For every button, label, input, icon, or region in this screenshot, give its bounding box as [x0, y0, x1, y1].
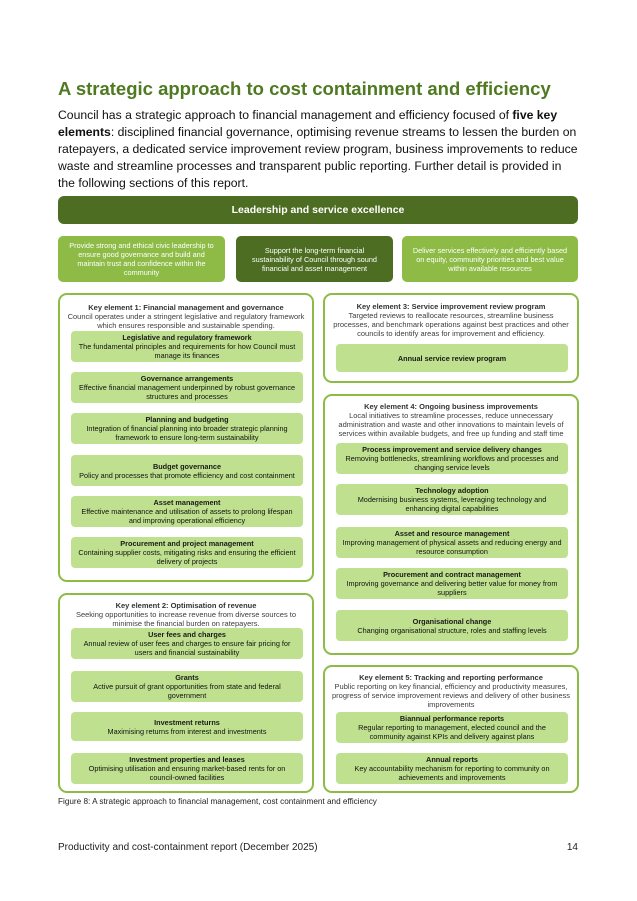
page-title: A strategic approach to cost containment and efficiency — [58, 78, 551, 99]
key-element-2-desc: Seeking opportunities to increase revenue from diverse sources to minimise the financial burden on ratepayers. — [75, 610, 297, 628]
footer-report-title: Productivity and cost-containment report (December 2025) — [58, 842, 318, 853]
intro-bold: five key elements — [58, 108, 558, 139]
intro-paragraph — [58, 107, 578, 192]
page-footer — [58, 842, 578, 853]
key-element-3-desc: Targeted reviews to reallocate resources, streamline business processes, and benchmark operations against best practices and other councils to identify areas for improvement and efficiency. — [333, 311, 569, 338]
item-procurement-contract — [336, 568, 568, 599]
key-element-1-title: Key element 1: Financial management and governance — [88, 303, 284, 312]
item-desc: Improving management of physical assets and reducing energy and resource consumption — [342, 538, 562, 556]
item-desc: Integration of financial planning into broader strategic planning framework to ensure long-term sustainability — [86, 424, 288, 442]
item-title: User fees and charges — [148, 630, 226, 639]
key-element-5-title: Key element 5: Tracking and reporting performance — [359, 673, 543, 682]
key-element-4-desc: Local initiatives to streamline processes, reduce unnecessary administration and waste and other innovations to maintain levels of services within available budgets, and free up funding and staff time — [338, 411, 564, 438]
item-asset-management — [71, 496, 303, 527]
intro-text: Council has a strategic approach to financial management and efficiency focused of — [58, 108, 513, 122]
item-title: Procurement and contract management — [383, 570, 521, 579]
item-desc: Modernising business systems, leveraging technology and enhancing digital capabilities — [357, 495, 547, 513]
item-title: Governance arrangements — [140, 374, 234, 383]
page-number: 14 — [566, 842, 578, 853]
item-title: Grants — [175, 673, 199, 682]
item-planning-budgeting — [71, 413, 303, 444]
vision-box-services: Deliver services effectively and efficiently based on equity, community priorities and best value within available resources — [402, 236, 578, 282]
item-investment-properties — [71, 753, 303, 784]
item-title: Process improvement and service delivery changes — [362, 445, 542, 454]
item-organisational-change — [336, 610, 568, 641]
item-desc: Active pursuit of grant opportunities from state and federal government — [93, 682, 281, 700]
item-desc: Annual review of user fees and charges to ensure fair pricing for users and financial sustainability — [83, 639, 291, 657]
figure-caption: Figure 8: A strategic approach to financial management, cost containment and efficiency — [58, 797, 377, 806]
item-annual-reports — [336, 753, 568, 784]
item-title: Procurement and project management — [120, 539, 254, 548]
item-title: Investment returns — [154, 717, 220, 727]
item-title: Annual reports — [426, 755, 478, 764]
item-desc: Changing organisational structure, roles and staffing levels — [357, 625, 547, 635]
key-element-2-title: Key element 2: Optimisation of revenue — [115, 601, 257, 610]
item-desc: Regular reporting to management, elected council and the community against KPIs and delivery against plans — [358, 723, 546, 741]
item-desc: Optimising utilisation and ensuring market-based rents for on council-owned facilities — [88, 764, 286, 782]
item-governance-arrangements — [71, 372, 303, 403]
item-procurement-project — [71, 537, 303, 568]
item-title: Planning and budgeting — [145, 415, 229, 424]
item-investment-returns — [71, 712, 303, 741]
item-title: Asset and resource management — [394, 529, 510, 538]
vision-box-leadership: Provide strong and ethical civic leadership to ensure good governance and build and maintain trust and confidence within the community — [58, 236, 225, 282]
item-desc: Key accountability mechanism for reporting to community on achievements and improvements — [354, 764, 550, 782]
item-desc: Policy and processes that promote efficiency and cost containment — [79, 470, 295, 480]
item-annual-service-review — [336, 344, 568, 372]
item-budget-governance — [71, 455, 303, 486]
item-desc: Removing bottlenecks, streamlining workflows and processes and changing service levels — [345, 454, 559, 472]
item-technology-adoption — [336, 484, 568, 515]
key-element-1-desc: Council operates under a stringent legislative and regulatory framework which ensures responsible and sustainable spending. — [67, 312, 305, 330]
item-title: Annual service review program — [397, 353, 507, 363]
key-element-4-title: Key element 4: Ongoing business improvements — [364, 402, 538, 411]
item-title: Organisational change — [412, 616, 492, 626]
item-title: Legislative and regulatory framework — [122, 333, 252, 342]
item-desc: Containing supplier costs, mitigating risks and ensuring the efficient delivery of projects — [78, 548, 296, 566]
leadership-banner: Leadership and service excellence — [58, 196, 578, 224]
item-biannual-reports — [336, 712, 568, 743]
item-title: Investment properties and leases — [129, 755, 245, 764]
item-grants — [71, 671, 303, 702]
item-legislative-framework — [71, 331, 303, 362]
vision-box-sustainability: Support the long-term financial sustainability of Council through sound financial and asset management — [236, 236, 393, 282]
item-process-improvement — [336, 443, 568, 474]
item-desc: The fundamental principles and requirements for how Council must manage its finances — [78, 342, 296, 360]
item-asset-resource-management — [336, 527, 568, 558]
item-title: Asset management — [153, 498, 221, 507]
item-title: Biannual performance reports — [399, 714, 505, 723]
key-element-3-title: Key element 3: Service improvement review program — [356, 302, 546, 311]
item-title: Budget governance — [152, 461, 222, 471]
item-title: Technology adoption — [415, 486, 489, 495]
intro-text-rest: : disciplined financial governance, optimising revenue streams to lessen the burden on ratepayers, a dedicated service improvement review program, business improvements to reduce waste and streamline processes and transparent public reporting. Further detail is provided in the following sections of this report. — [58, 125, 578, 190]
item-desc: Effective maintenance and utilisation of assets to prolong lifespan and improving operational efficiency — [81, 507, 293, 525]
item-desc: Effective financial management underpinned by robust governance structures and processes — [78, 383, 296, 401]
item-desc: Maximising returns from interest and investments — [107, 726, 267, 736]
item-user-fees — [71, 628, 303, 659]
item-desc: Improving governance and delivering better value for money from suppliers — [346, 579, 558, 597]
key-element-5-desc: Public reporting on key financial, efficiency and productivity measures, progress of service improvement reviews and delivery of other business improvements — [331, 682, 571, 709]
